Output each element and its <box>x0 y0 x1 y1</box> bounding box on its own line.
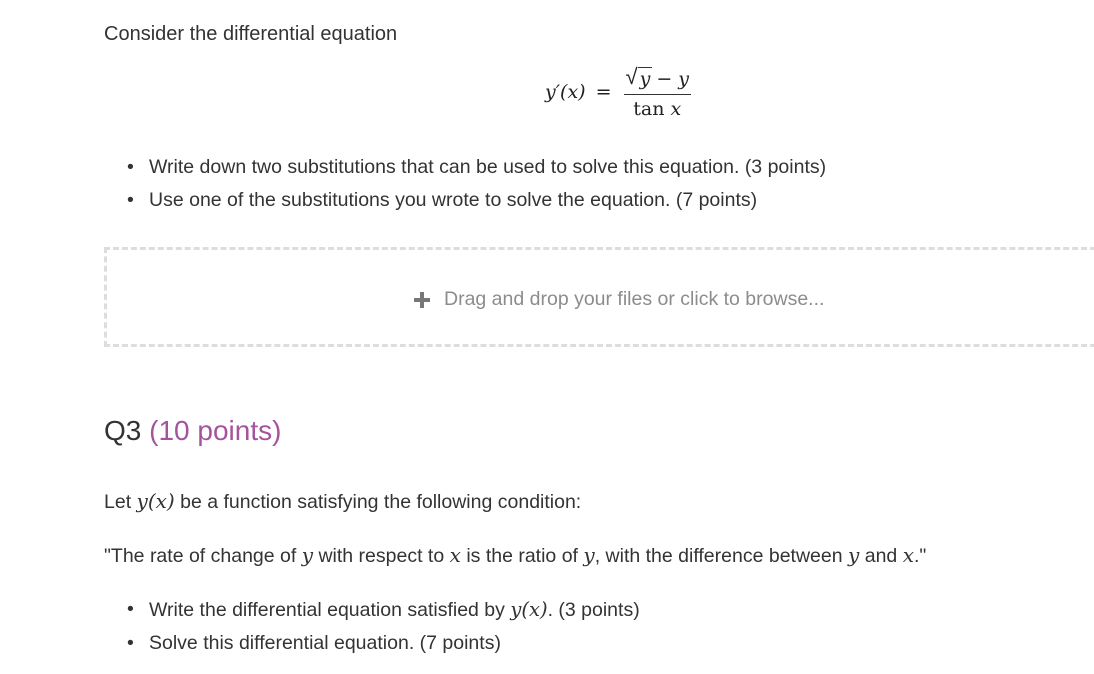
q3-task-text <box>149 593 640 627</box>
q3-intro <box>104 488 581 515</box>
denominator-function: tan <box>633 98 665 120</box>
condition-math: y <box>583 543 595 567</box>
q3-intro-text: Let <box>104 491 132 513</box>
condition-text: ." <box>913 545 927 567</box>
q3-task-text: Solve this differential equation. (7 points) <box>149 632 501 654</box>
condition-text: "The rate of change of <box>104 545 297 567</box>
question-points: (10 points) <box>149 415 282 446</box>
q3-condition <box>104 542 926 569</box>
fraction-numerator <box>624 64 692 95</box>
q2-intro: Consider the differential equation <box>104 23 398 45</box>
bullet-icon: • <box>127 156 134 178</box>
q3-intro-math: y(x) <box>136 489 175 513</box>
plus-icon <box>414 292 430 308</box>
q2-task-text: Write down two substitutions that can be used to solve this equation. (3 points) <box>149 156 827 178</box>
q3-task-list <box>127 593 640 660</box>
bullet-icon: • <box>127 598 134 620</box>
condition-text: with respect to <box>318 545 445 567</box>
equation-lhs: y′(x) <box>545 81 586 103</box>
condition-math: x <box>449 543 461 567</box>
sqrt-argument: y <box>639 68 651 90</box>
list-item <box>127 184 826 217</box>
equation-fraction <box>624 64 692 120</box>
question-label: Q3 <box>104 415 142 446</box>
fraction-denominator <box>633 95 681 120</box>
q3-task-math: y(x) <box>510 598 548 621</box>
bullet-icon: • <box>127 632 134 654</box>
q3-task-pre: Write the differential equation satisfied by <box>149 599 505 621</box>
bullet-icon: • <box>127 189 134 211</box>
differential-equation <box>545 64 691 120</box>
dropzone-prompt <box>414 288 824 311</box>
condition-text: , with the difference between <box>594 545 843 567</box>
dropzone-text: Drag and drop your files or click to browse... <box>444 288 825 310</box>
q3-task-post: . (3 points) <box>547 599 640 621</box>
list-item <box>127 627 640 660</box>
list-item <box>127 151 826 184</box>
q2-task-text: Use one of the substitutions you wrote to solve the equation. (7 points) <box>149 189 758 211</box>
denominator-variable: x <box>670 98 682 120</box>
condition-math: y <box>301 543 314 567</box>
question-heading <box>104 415 281 447</box>
equation-equals: = <box>595 81 612 103</box>
q2-task-list <box>127 151 826 217</box>
file-upload-dropzone[interactable] <box>104 247 1094 347</box>
condition-text: and <box>864 545 898 567</box>
list-item <box>127 593 640 627</box>
numerator-rest: − y <box>656 68 690 90</box>
q3-intro-text: be a function satisfying the following condition: <box>180 491 582 513</box>
condition-math: y <box>848 543 860 567</box>
condition-math: x <box>902 543 914 567</box>
sqrt-icon: √ <box>625 64 638 89</box>
condition-text: is the ratio of <box>466 545 578 567</box>
